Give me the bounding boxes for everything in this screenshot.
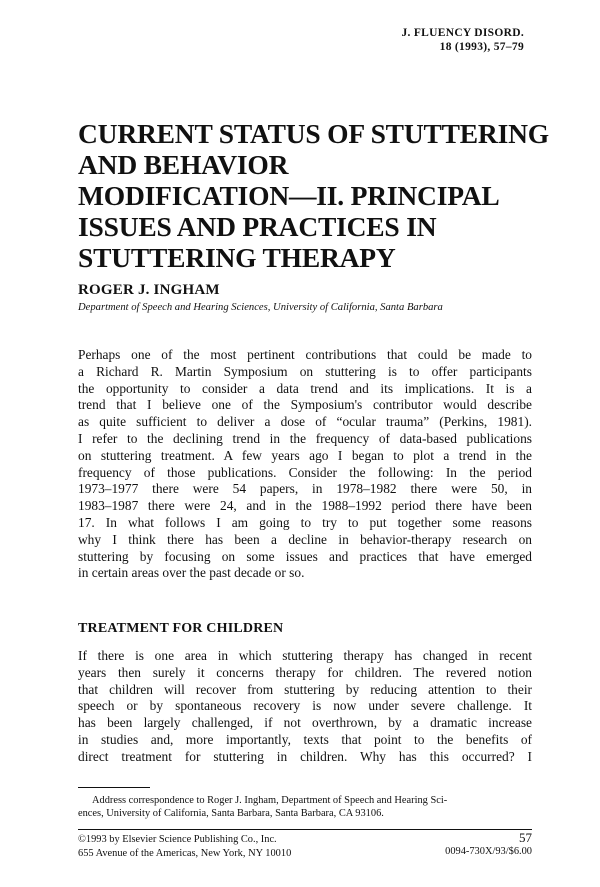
text-line: 17. In what follows I am going to try to put together some reasons: [78, 514, 532, 530]
text-line: direct treatment for stuttering in children. Why has this occurred? I: [78, 748, 532, 764]
text-line: the opportunity to consider a data trend and its implications. It is a: [78, 380, 532, 396]
title-line: ISSUES AND PRACTICES IN: [78, 211, 437, 242]
text-line: has been largely challenged, if not overthrown, by a dramatic increase: [78, 715, 532, 731]
text-line: speech or by spontaneous recovery is now under severe challenge. It: [78, 698, 532, 714]
page-number: 57: [519, 830, 532, 845]
text-line: years then surely it concerns therapy for children. The revered notion: [78, 664, 532, 680]
title-line: AND BEHAVIOR: [78, 149, 289, 180]
text-line: in certain areas over the past decade or so.: [78, 565, 305, 581]
text-line: I refer to the declining trend in the frequency of data-based publications: [78, 430, 532, 446]
text-line: in studies and, more importantly, texts that point to the benefits of: [78, 731, 532, 747]
correspondence-footnote: [78, 794, 532, 821]
publisher-info: [78, 833, 291, 861]
section-paragraph: [78, 648, 532, 766]
footer-divider: [78, 829, 532, 830]
title-line: MODIFICATION—II. PRINCIPAL: [78, 180, 500, 211]
title-line: CURRENT STATUS OF STUTTERING: [78, 118, 549, 149]
copyright-line: ©1993 by Elsevier Science Publishing Co., Inc.: [78, 834, 277, 845]
text-line: If there is one area in which stuttering therapy has changed in recent: [78, 648, 532, 663]
text-line: that children will recover from stuttering by reducing attention to their: [78, 681, 532, 697]
issn-code: 0094-730X/93/$6.00: [445, 846, 532, 857]
intro-paragraph: [78, 347, 532, 582]
text-line: 1973–1977 there were 54 papers, in 1978–1982 there were 50, in: [78, 481, 532, 497]
footnote-line: Address correspondence to Roger J. Ingham, Department of Speech and Hearing Sci-: [92, 795, 448, 806]
text-line: frequency of those publications. Consider the following: In the period: [78, 464, 532, 480]
page-info: [445, 831, 532, 859]
text-line: 1983–1987 there were 24, and in the 1988–1992 period there have been: [78, 498, 532, 514]
section-heading: TREATMENT FOR CHILDREN: [78, 621, 284, 636]
journal-name: J. FLUENCY DISORD.: [401, 27, 524, 39]
text-line: stuttering by focusing on some issues and practices that have emerged: [78, 548, 532, 564]
journal-citation: 18 (1993), 57–79: [439, 41, 524, 53]
text-line: trend that I believe one of the Symposium's contributor would describe: [78, 397, 532, 413]
title-line: STUTTERING THERAPY: [78, 242, 396, 273]
author-affiliation: Department of Speech and Hearing Sciences, University of California, Santa Barbara: [78, 302, 443, 313]
text-line: on stuttering treatment. A few years ago I began to plot a trend in the: [78, 447, 532, 463]
text-line: why I think there has been a decline in behavior-therapy research on: [78, 531, 532, 547]
publisher-address: 655 Avenue of the Americas, New York, NY 10010: [78, 848, 292, 859]
article-title: [78, 118, 548, 273]
text-line: a Richard R. Martin Symposium on stuttering is to offer participants: [78, 363, 532, 379]
text-line: Perhaps one of the most pertinent contributions that could be made to: [78, 347, 532, 362]
author-name: ROGER J. INGHAM: [78, 282, 220, 298]
journal-header: [401, 26, 524, 54]
footnote-divider: [78, 787, 150, 788]
footnote-line: ences, University of California, Santa Barbara, Santa Barbara, CA 93106.: [78, 808, 384, 820]
text-line: as quite sufficient to deliver a dose of “ocular trauma” (Perkins, 1981).: [78, 414, 532, 430]
